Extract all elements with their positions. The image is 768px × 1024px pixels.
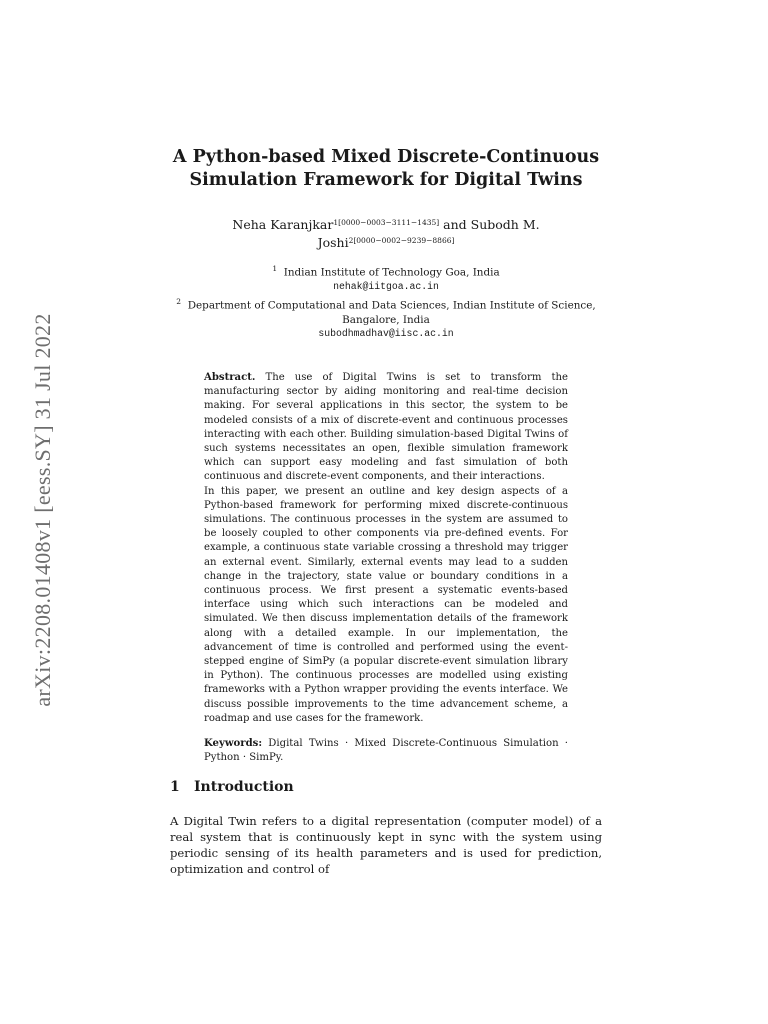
affiliation-1-name: Indian Institute of Technology Goa, India bbox=[283, 266, 500, 279]
intro-paragraph: A Digital Twin refers to a digital representation (computer model) of a real system that is continuously kept in sync with the system using periodic sensing of its health parameters and is used for prediction, optimization and control of bbox=[170, 814, 602, 876]
author-2-name: Joshi bbox=[317, 235, 349, 250]
author-1-name: Neha Karanjkar bbox=[232, 217, 334, 232]
keywords-label: Keywords: bbox=[204, 738, 263, 750]
abstract bbox=[204, 371, 568, 765]
author-block bbox=[170, 215, 602, 251]
affiliation-1 bbox=[170, 262, 602, 280]
affiliation-2 bbox=[170, 295, 602, 313]
affiliation-2-line-2: Bangalore, India bbox=[342, 313, 430, 326]
author-2-affil-mark: 2 bbox=[348, 236, 354, 245]
affiliations bbox=[170, 262, 602, 342]
affiliation-2-email[interactable]: subodhmadhav@iisc.ac.in bbox=[318, 328, 454, 340]
title-line-2: Simulation Framework for Digital Twins bbox=[189, 170, 583, 190]
author-2-orcid: [0000−0002−9239−8866] bbox=[353, 236, 455, 245]
author-1-affil-mark: 1 bbox=[333, 218, 339, 227]
authors-line-1 bbox=[170, 215, 602, 233]
title-line-1: A Python-based Mixed Discrete-Continuous bbox=[172, 147, 600, 167]
section-title: Introduction bbox=[194, 779, 294, 795]
abstract-label: Abstract. bbox=[204, 372, 256, 383]
affiliation-2-mark: 2 bbox=[176, 296, 182, 306]
abstract-paragraph-2: In this paper, we present an outline and key design aspects of a Python-based framework for performing mixed discrete-continuous simulations. The continuous processes in the system are assumed to be loosely coupled to other components via pre-defined events. For example, a continuous state variable crossing a threshold may trigger an external event. Similarly, external events may lead to a sudden change in the trajectory, state value or boundary conditions in a continuous process. We first present a systematic events-based interface using which such interactions can be modeled and simulated. We then discuss implementation details of the framework along with a detailed example. In our implementation, the advancement of time is controlled and performed using the event-stepped engine of SimPy (a popular discrete-event simulation library in Python). The continuous processes are modelled using existing frameworks with a Python wrapper providing the events interface. We discuss possible improvements to the time advancement scheme, a roadmap and use cases for the framework. bbox=[204, 485, 568, 724]
section-number: 1 bbox=[170, 779, 180, 795]
affiliation-1-email[interactable]: nehak@iitgoa.ac.in bbox=[333, 281, 439, 293]
paper-title bbox=[170, 146, 602, 192]
abstract-paragraph-1 bbox=[204, 371, 568, 485]
keywords bbox=[204, 737, 568, 765]
author-1-orcid: [0000−0003−3111−1435] bbox=[338, 218, 440, 227]
authors-line-2 bbox=[170, 233, 602, 251]
affiliation-1-mark: 1 bbox=[272, 264, 278, 273]
arxiv-side-stamp: arXiv:2208.01408v1 [eess.SY] 31 Jul 2022 bbox=[30, 313, 55, 707]
section-heading bbox=[170, 779, 294, 795]
keywords-text: Digital Twins · Mixed Discrete-Continuous Simulation · Python · SimPy. bbox=[204, 738, 569, 764]
abstract-text-1: The use of Digital Twins is set to transform the manufacturing sector by aiding monitoring and real-time decision making. For several applications in this sector, the system to be modeled consists of a mix of discrete-event and continuous processes interacting with each other. Building simulation-based Digital Twins of such systems necessitates an open, flexible simulation framework which can support easy modeling and fast simulation of both continuous and discrete-event components, and their interactions. bbox=[204, 372, 568, 483]
affiliation-2-line-1: Department of Computational and Data Sciences, Indian Institute of Science, bbox=[187, 299, 596, 312]
author-conjunction: and Subodh M. bbox=[439, 217, 540, 232]
